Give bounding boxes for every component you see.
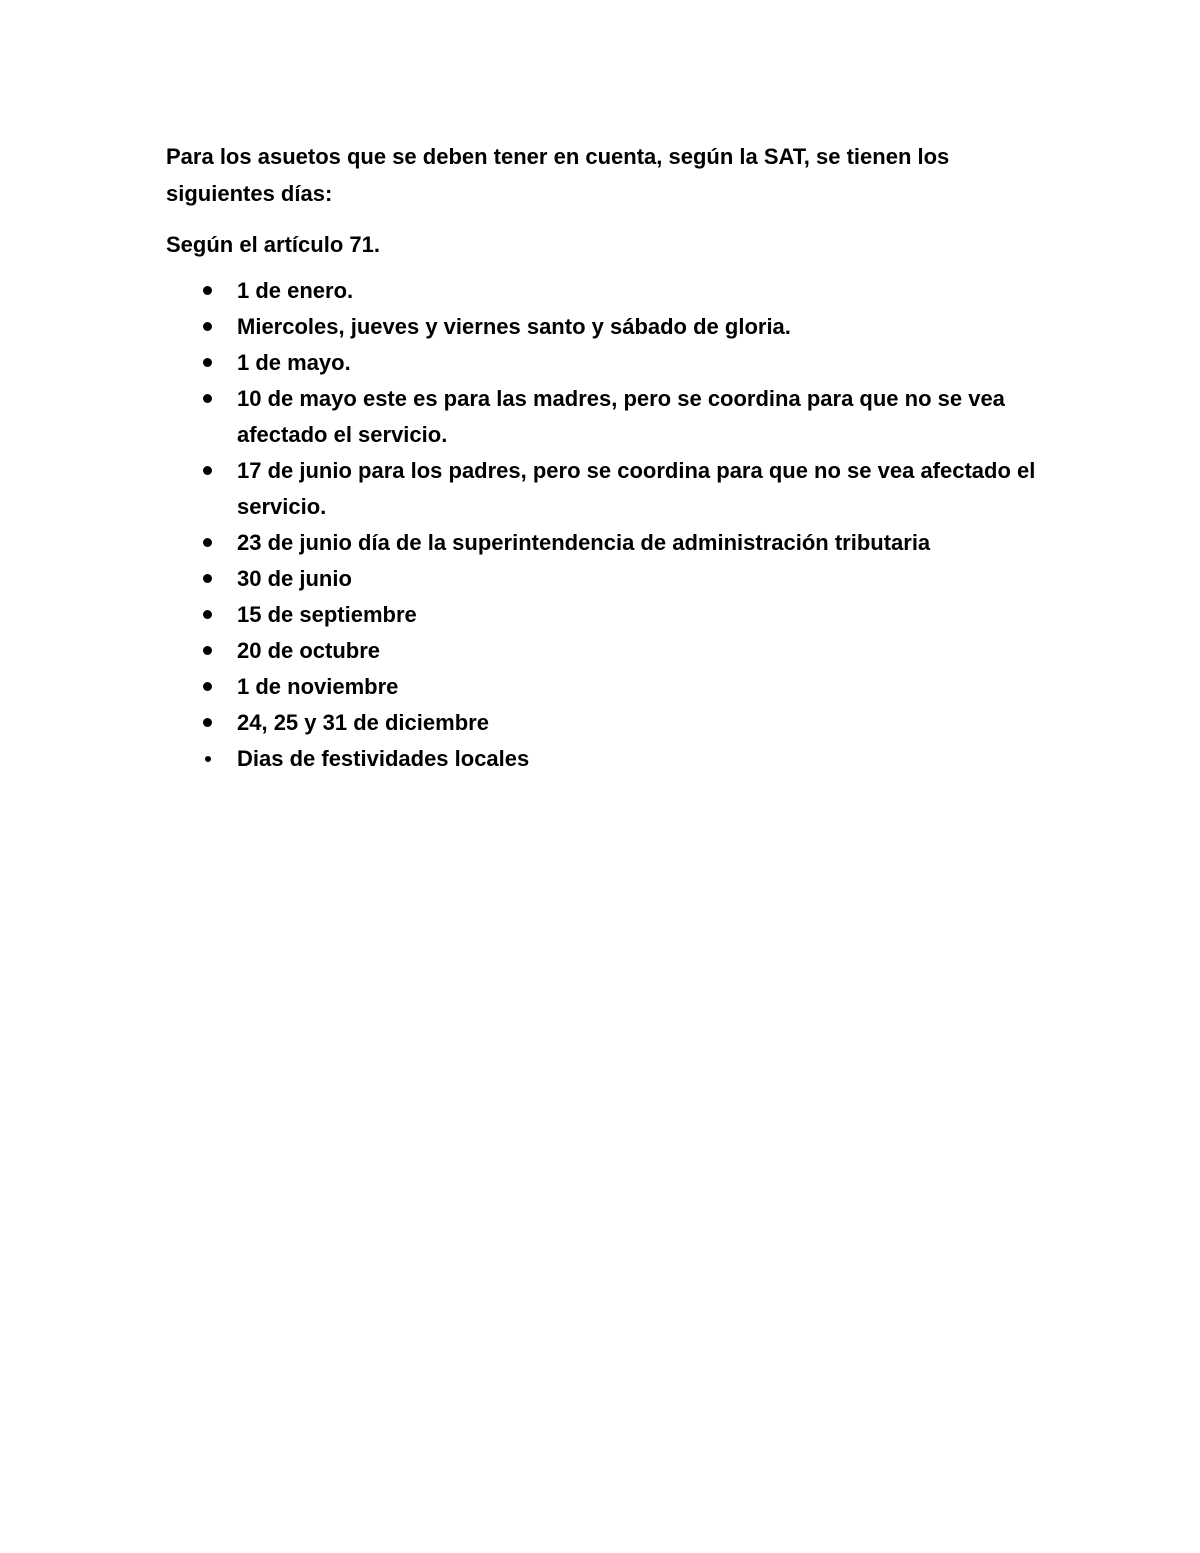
- list-item-text: 1 de mayo.: [237, 350, 351, 375]
- list-item: [166, 525, 1036, 561]
- list-item: [166, 309, 1036, 345]
- bullet-icon: [203, 322, 212, 331]
- list-item-text: 15 de septiembre: [237, 602, 417, 627]
- list-item: [166, 705, 1036, 741]
- bullet-icon: [203, 358, 212, 367]
- list-item: [166, 633, 1036, 669]
- bullet-icon: [203, 538, 212, 547]
- list-item-text: 23 de junio día de la superintendencia de administración tributaria: [237, 530, 931, 555]
- list-item-text: 20 de octubre: [237, 638, 381, 663]
- bullet-icon: [203, 718, 212, 727]
- bullet-icon: [205, 756, 211, 762]
- list-item-text: 1 de noviembre: [237, 674, 399, 699]
- list-item-text: Miercoles, jueves y viernes santo y sábado de gloria.: [237, 314, 791, 339]
- list-item: [166, 561, 1036, 597]
- list-item: [166, 381, 1036, 453]
- bullet-icon: [203, 466, 212, 475]
- list-item-text: 24, 25 y 31 de diciembre: [237, 710, 489, 735]
- bullet-icon: [203, 682, 212, 691]
- list-item: [166, 345, 1036, 381]
- bullet-icon: [203, 574, 212, 583]
- document-body: [166, 138, 1036, 777]
- list-item-text: 30 de junio: [237, 566, 352, 591]
- list-item-text: 10 de mayo este es para las madres, pero se coordina para que no se vea afectado el servicio.: [237, 386, 1005, 447]
- holiday-list: [166, 273, 1036, 777]
- list-item-text: Dias de festividades locales: [237, 746, 530, 771]
- list-item: [166, 453, 1036, 525]
- list-item-text: 1 de enero.: [237, 278, 354, 303]
- list-item: [166, 669, 1036, 705]
- list-item: [166, 741, 1036, 777]
- article-heading: Según el artículo 71.: [166, 232, 380, 257]
- bullet-icon: [203, 394, 212, 403]
- list-item: [166, 273, 1036, 309]
- bullet-icon: [203, 646, 212, 655]
- list-item: [166, 597, 1036, 633]
- bullet-icon: [203, 610, 212, 619]
- list-item-text: 17 de junio para los padres, pero se coordina para que no se vea afectado el servicio.: [237, 458, 1036, 519]
- bullet-icon: [203, 286, 212, 295]
- intro-paragraph: Para los asuetos que se deben tener en cuenta, según la SAT, se tienen los siguientes días:: [166, 144, 950, 206]
